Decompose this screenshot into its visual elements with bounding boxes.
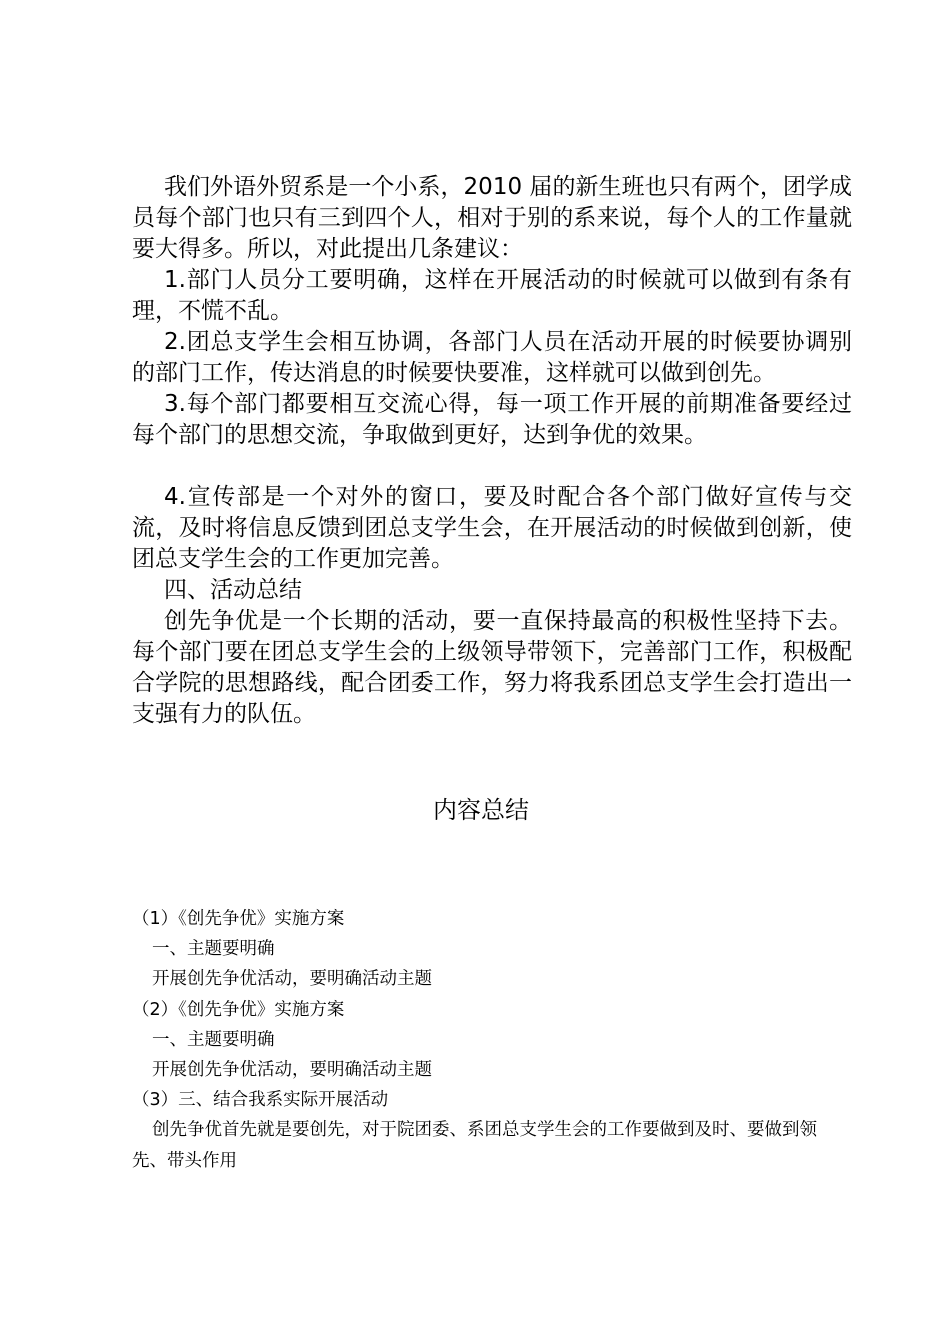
summary-entry-subheading: 一、主题要明确 bbox=[152, 1029, 275, 1050]
suggestion-item-4: 4.宣传部是一个对外的窗口，要及时配合各个部门做好宣传与交流，及时将信息反馈到团总支学生会，在开展活动的时候做到创新，使团总支学生会的工作更加完善。 bbox=[132, 484, 852, 572]
summary-entry-text: 开展创先争优活动，要明确活动主题 bbox=[152, 969, 432, 990]
suggestion-item-3: 3.每个部门都要相互交流心得，每一项工作开展的前期准备要经过每个部门的思想交流，争取做到更好，达到争优的效果。 bbox=[132, 391, 852, 448]
intro-paragraph: 我们外语外贸系是一个小系，2010 届的新生班也只有两个，团学成员每个部门也只有三到四个人，相对于别的系来说，每个人的工作量就要大得多。所以，对此提出几条建议： bbox=[132, 174, 852, 262]
document-body bbox=[132, 172, 852, 730]
suggestion-item-1: 1.部门人员分工要明确，这样在开展活动的时候就可以做到有条有理，不慌不乱。 bbox=[132, 267, 852, 324]
summary-entry-label: （1）《创先争优》实施方案 bbox=[132, 909, 345, 929]
section-title: 四、活动总结 bbox=[164, 577, 302, 603]
summary-entry-text: 创先争优首先就是要创先，对于院团委、系团总支学生会的工作要做到及时、要做到领先、带头作用 bbox=[132, 1120, 817, 1171]
summary-entry-subheading: 一、主题要明确 bbox=[152, 939, 275, 960]
summary-entry-text: 开展创先争优活动，要明确活动主题 bbox=[152, 1060, 432, 1081]
conclusion-paragraph: 创先争优是一个长期的活动，要一直保持最高的积极性坚持下去。每个部门要在团总支学生会的上级领导带领下，完善部门工作，积极配合学院的思想路线，配合团委工作，努力将我系团总支学生会打造出一支强有力的队伍。 bbox=[132, 608, 852, 727]
summary-heading: 内容总结 bbox=[433, 796, 529, 824]
suggestion-item-2: 2.团总支学生会相互协调，各部门人员在活动开展的时候要协调别的部门工作，传达消息的时候要快要准，这样就可以做到创先。 bbox=[132, 329, 852, 386]
summary-list bbox=[132, 904, 832, 1176]
summary-entry-label: （3）三、结合我系实际开展活动 bbox=[132, 1090, 389, 1111]
summary-entry-label: （2）《创先争优》实施方案 bbox=[132, 999, 345, 1020]
